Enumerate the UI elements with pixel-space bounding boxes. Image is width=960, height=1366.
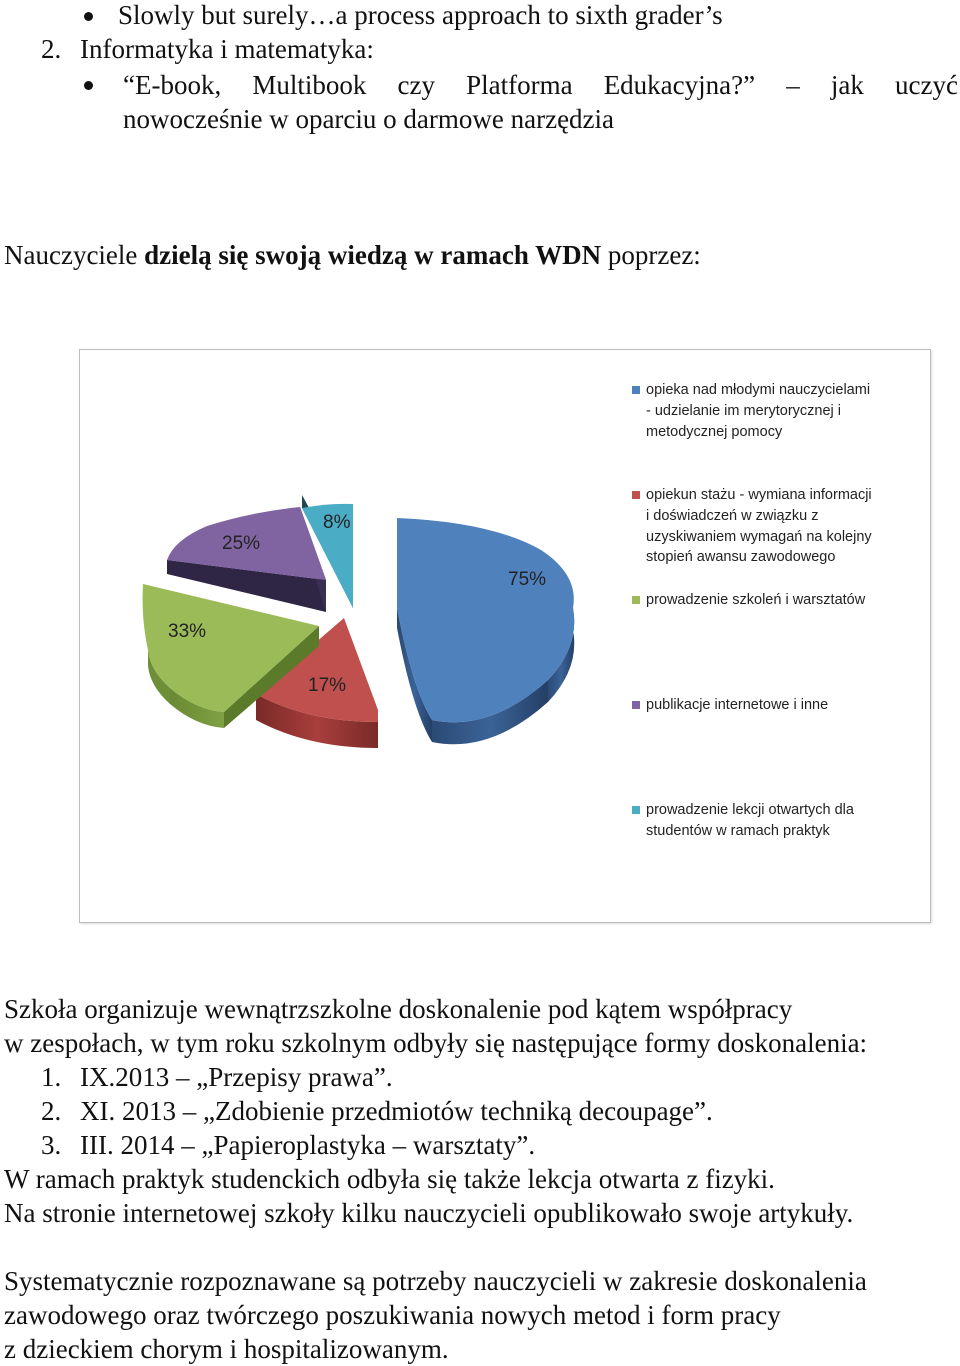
pie-label-opieka: 75% <box>508 569 547 590</box>
legend-swatch <box>632 386 640 394</box>
list-item: XI. 2013 – „Zdobienie przedmiotów techniką decoupage”. <box>80 1096 713 1126</box>
list-number: 2. <box>41 1096 62 1126</box>
pie-label-lekcje: 8% <box>323 512 351 533</box>
paragraph-line: w zespołach, w tym roku szkolnym odbyły się następujące formy doskonalenia: <box>4 1028 868 1058</box>
list-item-informatyka: Informatyka i matematyka: <box>80 34 374 64</box>
legend-label: publikacje internetowe i inne <box>646 697 829 713</box>
bullet-word: Platforma <box>466 70 573 100</box>
legend-swatch <box>632 806 640 814</box>
paragraph-line: Szkoła organizuje wewnątrzszkolne doskonalenie pod kątem współpracy <box>4 994 793 1024</box>
bullet-marker <box>84 12 93 21</box>
heading-text: poprzez: <box>601 240 701 270</box>
list-number: 1. <box>41 1062 62 1092</box>
bullet-marker <box>84 81 93 90</box>
bullet-item-ebook-line1 <box>123 68 958 102</box>
legend-swatch <box>632 491 640 499</box>
bullet-word: Multibook <box>252 70 367 100</box>
list-number: 2. <box>41 34 62 64</box>
bullet-word: – <box>786 70 800 100</box>
legend-label: opiekun stażu - wymiana informacji i doświadczeń w związku z uzyskiwaniem wymagań na kolejny stopień awansu zawodowego <box>646 487 872 566</box>
legend-swatch <box>632 596 640 604</box>
legend-label: prowadzenie lekcji otwartych dla studentów w ramach praktyk <box>646 802 854 839</box>
bullet-item-slowly: Slowly but surely…a process approach to sixth grader’s <box>118 0 723 30</box>
section-heading <box>4 238 701 272</box>
list-number: 3. <box>41 1130 62 1160</box>
closing-line: zawodowego oraz twórczego poszukiwania nowych metod i form pracy <box>4 1300 781 1330</box>
bullet-word: Edukacyjna?” <box>603 70 756 100</box>
legend-label: prowadzenie szkoleń i warsztatów <box>646 592 866 608</box>
legend-swatch <box>632 701 640 709</box>
list-item: III. 2014 – „Papieroplastyka – warsztaty”. <box>80 1130 536 1160</box>
heading-text: Nauczyciele <box>4 240 145 270</box>
pie-chart <box>79 349 931 923</box>
pie-label-szkolenia: 33% <box>168 621 207 642</box>
closing-line: z dzieckiem chorym i hospitalizowanym. <box>4 1334 449 1364</box>
heading-bold-text: dzielą się swoją wiedzą w ramach WDN <box>144 240 602 270</box>
pie-label-publikacje: 25% <box>222 533 261 554</box>
bullet-word: “E-book, <box>123 70 222 100</box>
bullet-word: jak <box>830 70 864 100</box>
pie-label-opiekun: 17% <box>308 675 347 696</box>
bullet-item-ebook-line2: nowocześnie w oparciu o darmowe narzędzia <box>123 104 615 134</box>
paragraph-line: W ramach praktyk studenckich odbyła się także lekcja otwarta z fizyki. <box>4 1164 775 1194</box>
closing-line: Systematycznie rozpoznawane są potrzeby nauczycieli w zakresie doskonalenia <box>4 1266 867 1296</box>
legend-label: opieka nad młodymi nauczycielami - udzielanie im merytorycznej i metodycznej pomocy <box>646 382 871 440</box>
bullet-word: uczyć <box>894 70 958 100</box>
bullet-word: czy <box>397 70 435 100</box>
paragraph-line: Na stronie internetowej szkoły kilku nauczycieli opublikowało swoje artykuły. <box>4 1198 854 1228</box>
list-item: IX.2013 – „Przepisy prawa”. <box>80 1062 393 1092</box>
